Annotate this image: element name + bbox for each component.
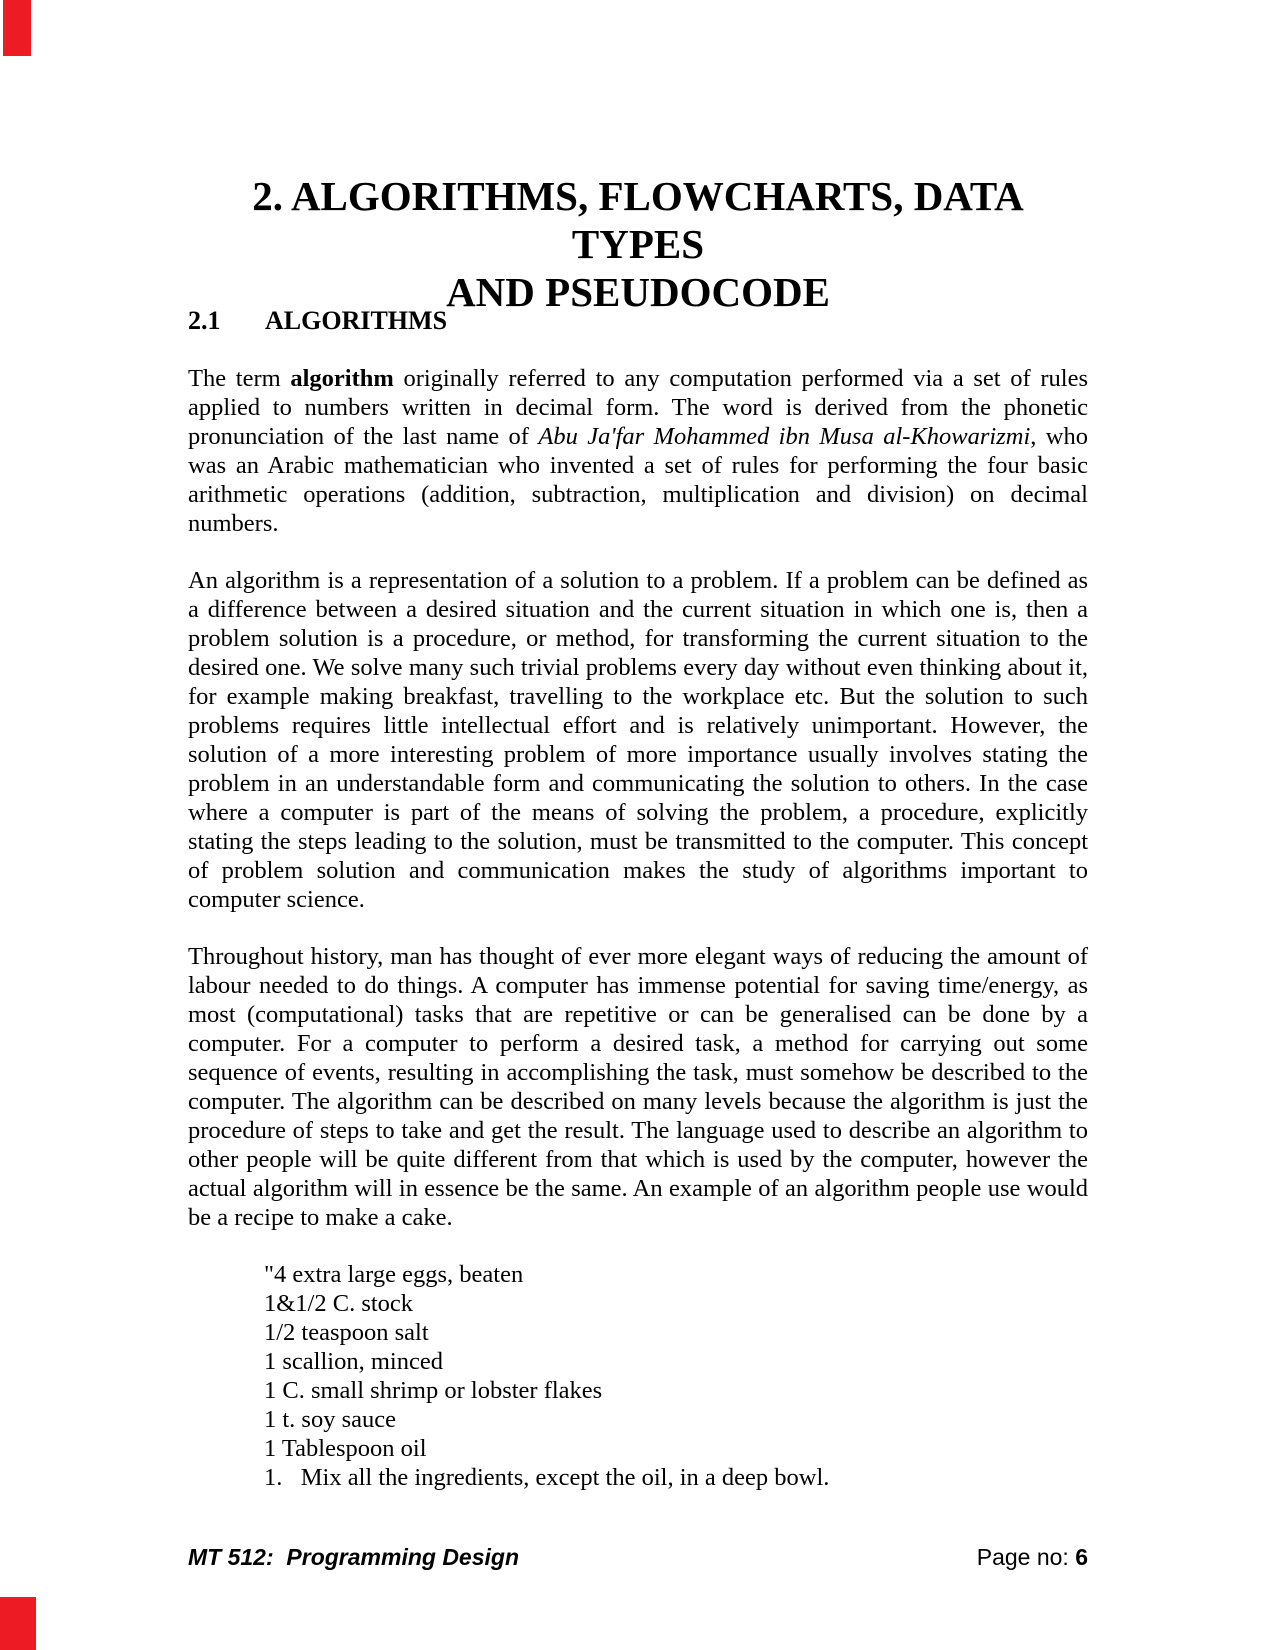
recipe-line: 1 scallion, minced — [264, 1348, 443, 1375]
paragraph-1-italic-name: Abu Ja'far Mohammed ibn Musa al-Khowarizmi — [538, 423, 1031, 450]
recipe-line: "4 extra large eggs, beaten — [264, 1261, 524, 1288]
footer-course-title: MT 512: Programming Design — [188, 1544, 520, 1570]
page-footer — [188, 1543, 1088, 1571]
page-title — [188, 172, 1088, 316]
recipe-line: 1 t. soy sauce — [264, 1406, 396, 1433]
recipe-line: 1&1/2 C. stock — [264, 1290, 414, 1317]
recipe-line: 1/2 teaspoon salt — [264, 1319, 429, 1346]
page-title-line2: AND PSEUDOCODE — [446, 269, 830, 315]
footer-page-indicator — [977, 1543, 1088, 1571]
section-heading — [188, 306, 1088, 335]
section-title: ALGORITHMS — [265, 306, 448, 335]
footer-page-number: 6 — [1075, 1544, 1088, 1570]
page-title-line1: 2. ALGORITHMS, FLOWCHARTS, DATA TYPES — [252, 173, 1024, 267]
scan-artifact-bottom-left — [0, 1597, 36, 1650]
paragraph-1-text-mid: originally referred to any computation performed via a set of rules applied to numbers written in decimal form. The word is derived from the phonetic pronunciation of the last name of — [188, 365, 1088, 450]
recipe-list — [188, 1260, 1088, 1492]
recipe-line: 1. Mix all the ingredients, except the oil, in a deep bowl. — [264, 1464, 830, 1491]
paragraph-1-text-pre: The term — [188, 365, 291, 392]
footer-page-label: Page no: — [976, 1544, 1076, 1570]
paragraph-2: An algorithm is a representation of a solution to a problem. If a problem can be defined as a difference between a desired situation and the current situation in which one is, then a problem solution is a procedure, or method, for transforming the current situation to the desired one. We solve many such trivial problems every day without even thinking about it, for example making breakfast, travelling to the workplace etc. But the solution to such problems requires little intellectual effort and is relatively unimportant. However, the solution of a more interesting problem of more importance usually involves stating the problem in an understandable form and communicating the solution to others. In the case where a computer is part of the means of solving the problem, a procedure, explicitly stating the steps leading to the solution, must be transmitted to the computer. This concept of problem solution and communication makes the study of algorithms important to computer science. — [188, 567, 1088, 913]
recipe-line: 1 C. small shrimp or lobster flakes — [264, 1377, 603, 1404]
scan-artifact-top-left — [3, 0, 31, 56]
paragraph-3: Throughout history, man has thought of ever more elegant ways of reducing the amount of labour needed to do things. A computer has immense potential for saving time/energy, as most (computational) tasks that are repetitive or can be generalised can be done by a computer. For a computer to perform a desired task, a method for carrying out some sequence of events, resulting in accomplishing the task, must somehow be described to the computer. The algorithm can be described on many levels because the algorithm is just the procedure of steps to take and get the result. The language used to describe an algorithm to other people will be quite different from that which is used by the computer, however the actual algorithm will in essence be the same. An example of an algorithm people use would be a recipe to make a cake. — [188, 943, 1088, 1231]
paragraph-1 — [188, 364, 1088, 538]
recipe-line: 1 Tablespoon oil — [264, 1435, 427, 1462]
paragraph-1-bold-term: algorithm — [290, 365, 394, 392]
paragraph-1-text-post: , who was an Arabic mathematician who invented a set of rules for performing the four basic arithmetic operations (addition, subtraction, multiplication and division) on decimal numbers. — [188, 423, 1088, 537]
section-number: 2.1 — [188, 306, 221, 335]
